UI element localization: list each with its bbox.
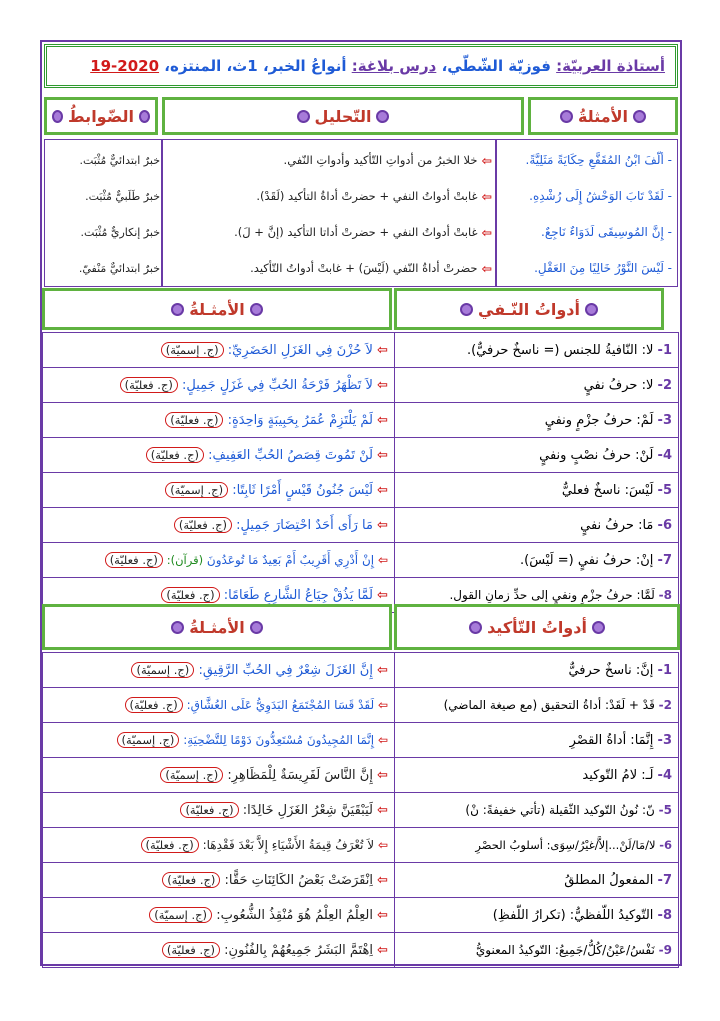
flower-icon bbox=[250, 303, 263, 316]
tool-cell: 3- إِنَّمَا: أداةُ القصْرِ bbox=[395, 723, 679, 758]
flower-icon bbox=[592, 621, 605, 634]
section3-header-tools: أدواتُ التّأكيد bbox=[394, 604, 680, 650]
example-cell: ⇦ لَنْ تَمُوتَ قِصَصُ الحُبِّ العَفِيفِ: (ج. فعليّة) bbox=[43, 438, 395, 473]
school: المنتزه، bbox=[164, 57, 222, 75]
example-cell: ⇦ لَقَدْ قَسَا المُجْتَمَعُ البَدَوِيُّ عَلَى العُشَّاقِ: (ج. فعليّة) bbox=[43, 688, 395, 723]
s1-example-1: - ألّفَ ابْنُ المُقَفَّعِ حِكَايَةً مَثَلِيَّةً. bbox=[525, 153, 672, 167]
section1-header-rules: الضّوابطُ bbox=[44, 97, 158, 135]
flower-icon bbox=[633, 110, 646, 123]
s1-rule-3: خبرٌ إنكاريٌّ مُثْبَت. bbox=[80, 225, 160, 239]
example-cell: ⇦ لَيْسَ جُنُونُ قَيْسٍ أَمْرًا ثَابِتًا: (ج. إسميّة) bbox=[43, 473, 395, 508]
flower-icon bbox=[297, 110, 310, 123]
lesson-title: أنواعُ الخبر، bbox=[262, 57, 347, 75]
table-row bbox=[43, 508, 679, 543]
table-row bbox=[43, 863, 679, 898]
tool-cell: 6- مَا: حرفُ نفيٍ bbox=[395, 508, 679, 543]
s1-example-2: - لَقَدْ تَابَ الوَحْشُ إِلَى رُشْدِهِ. bbox=[529, 189, 672, 203]
tool-cell: 7- المفعولُ المطلقُ bbox=[395, 863, 679, 898]
s1-example-4: - لَيْسَ النَّوْرُ خَالِيًا مِنَ العَقْلِ. bbox=[534, 261, 672, 275]
table-row bbox=[43, 758, 679, 793]
example-cell: ⇦ لاَ تُعْرَفُ قِيمَةُ الأَشْيَاءِ إِلاَّ بَعْدَ فَقْدِهَا: (ج. فعليّة) bbox=[43, 828, 395, 863]
table-row bbox=[43, 543, 679, 578]
flower-icon bbox=[250, 621, 263, 634]
lesson-label: درس بلاغة: bbox=[351, 57, 437, 75]
flower-icon bbox=[52, 110, 63, 123]
example-cell: ⇦ إِنَّ الغَزَلَ شِعْرٌ فِي الحُبِّ الرَّقِيقِ: (ج. إسميّة) bbox=[43, 653, 395, 688]
table-row bbox=[43, 933, 679, 968]
section1-header-analysis: التّحليل bbox=[162, 97, 524, 135]
table-row bbox=[43, 403, 679, 438]
table-row bbox=[43, 333, 679, 368]
teacher-name: فوزيّة الشّطّي، bbox=[441, 57, 551, 75]
tool-cell: 5- نّ: نُونُ التّوكيد الثّقيلة (تأتي خفيفةً: نْ) bbox=[395, 793, 679, 828]
section2-header-tools: أدواتُ النّـفي bbox=[394, 288, 664, 330]
example-cell: ⇦ لَيَبْقَيَنَّ شِعْرُ الغَزَلِ خَالِدًا: (ج. فعليّة) bbox=[43, 793, 395, 828]
table-row bbox=[43, 688, 679, 723]
example-cell: ⇦ لاَ تَظْهَرُ فَرْحَةُ الحُبِّ فِي غَزَلٍ جَمِيلٍ: (ج. فعليّة) bbox=[43, 368, 395, 403]
s1-analysis-1: ⇦ خلا الخبرُ من أدواتِ التّأكيد وأدواتِ النّفي. bbox=[283, 152, 492, 168]
table-row bbox=[43, 368, 679, 403]
tool-cell: 8- التّوكيدُ اللّفظيُّ: (تكرارُ اللّفظِ) bbox=[395, 898, 679, 933]
flower-icon bbox=[560, 110, 573, 123]
negation-table bbox=[42, 332, 679, 613]
table-row bbox=[43, 793, 679, 828]
example-cell: ⇦ اِنْقَرَضَتْ بَعْضُ الكَائِنَاتِ حَقًّا: (ج. فعليّة) bbox=[43, 863, 395, 898]
tool-cell: 5- لَيْسَ: ناسخٌ فعليٌّ bbox=[395, 473, 679, 508]
example-cell: ⇦ إِنْ أَدْرِي أَقَرِيبٌ أَمْ بَعِيدٌ مَا تُوعَدُونَ (قرآن): (ج. فعليّة) bbox=[43, 543, 395, 578]
flower-icon bbox=[171, 303, 184, 316]
s1-analysis-4: ⇦ حضرتْ أداةُ النّفي (لَيْسَ) + غابتْ أدواتُ التّأكيد. bbox=[250, 260, 492, 276]
grade: 1ث، bbox=[226, 57, 258, 75]
flower-icon bbox=[376, 110, 389, 123]
section1-header-examples: الأمثلةُ bbox=[528, 97, 678, 135]
s1-analysis-3: ⇦ غابتْ أدواتُ النفي + حضرتْ أداتا التأكيد (إنَّ + لَ). bbox=[234, 224, 492, 240]
tool-cell: 9- نَفْسُ/عَيْنُ/كُلُّ/جَمِيعُ: التّوكيدُ المعنويُّ bbox=[395, 933, 679, 968]
tool-cell: 1- لا: النّافيةُ للجنس (= ناسخٌ حرفيٌّ). bbox=[395, 333, 679, 368]
example-cell: ⇦ اِهْتَمَّ البَشَرُ جَمِيعُهُمْ بِالفُنُونِ: (ج. فعليّة) bbox=[43, 933, 395, 968]
flower-icon bbox=[585, 303, 598, 316]
example-cell: ⇦ العِلْمُ العِلْمُ هُوَ مُنْقِذُ الشُّعُوبِ: (ج. إسميّة) bbox=[43, 898, 395, 933]
example-cell: ⇦ لاَ حُزْنَ فِي الغَزَلِ الحَضَرِيِّ: (ج. إسميّة) bbox=[43, 333, 395, 368]
year: 19-2020 bbox=[90, 57, 160, 75]
section3-header-examples: الأمثـلةُ bbox=[42, 604, 392, 650]
tool-cell: 4- لَنْ: حرفُ نصْبٍ ونفيٍ bbox=[395, 438, 679, 473]
teacher-label: أستاذة العربيّة: bbox=[556, 57, 665, 75]
flower-icon bbox=[469, 621, 482, 634]
example-cell: ⇦ لَمَّا يَذُقْ جِيَاعُ الشَّارِعِ طَعَامًا: (ج. فعليّة) bbox=[43, 578, 395, 613]
tool-cell: 8- لَمَّا: حرفُ جزْمٍ ونفيٍ إلى حدِّ زمانِ القول. bbox=[395, 578, 679, 613]
flower-icon bbox=[171, 621, 184, 634]
tool-cell: 6- لا/مَا/لَنْ...إلاَّ/غيْرُ/سِوَى: أسلوبُ الحصْرِ bbox=[395, 828, 679, 863]
example-cell: ⇦ إِنَّ النَّاسَ لَفَرِيسَةٌ لِلْمَظَاهِرِ: (ج. إسميّة) bbox=[43, 758, 395, 793]
table-row bbox=[43, 473, 679, 508]
flower-icon bbox=[460, 303, 473, 316]
s1-rule-2: خبرٌ طَلَبيٌّ مُثْبَت. bbox=[85, 189, 160, 203]
s1-analysis-2: ⇦ غابتْ أدواتُ النفي + حضرتْ أداةُ التأكيد (لَقَدْ). bbox=[256, 188, 492, 204]
s1-rule-4: خبرٌ ابتدائيٌّ مَنْفيّ. bbox=[78, 261, 160, 275]
example-cell: ⇦ لَمْ يَلْتَزِمْ عُمَرُ بِحَبِيبَةٍ وَاحِدَةٍ: (ج. فعليّة) bbox=[43, 403, 395, 438]
example-cell: ⇦ إِنَّمَا المُجِيدُونَ مُسْتَعِدُّونَ دَوْمًا لِلتَّضْحِيَةِ: (ج. إسميّة) bbox=[43, 723, 395, 758]
table-row bbox=[43, 828, 679, 863]
tool-cell: 2- لا: حرفُ نفيٍ bbox=[395, 368, 679, 403]
emphasis-table bbox=[42, 652, 679, 968]
table-row bbox=[43, 653, 679, 688]
s1-rule-1: خبرٌ ابتدائيٌّ مُثْبَت. bbox=[79, 153, 160, 167]
table-row bbox=[43, 438, 679, 473]
table-row bbox=[43, 723, 679, 758]
tool-cell: 1- إنَّ: ناسخٌ حرفيٌّ bbox=[395, 653, 679, 688]
section2-header-examples: الأمثـلةُ bbox=[42, 288, 392, 330]
tool-cell: 4- لَـ: لامُ التّوكيد bbox=[395, 758, 679, 793]
flower-icon bbox=[139, 110, 150, 123]
page-header bbox=[44, 44, 678, 88]
tool-cell: 7- إنْ: حرفُ نفيٍ (= لَيْسَ). bbox=[395, 543, 679, 578]
example-cell: ⇦ مَا رَأَى أَحَدٌ احْتِضَارَ جَمِيلٍ: (ج. فعليّة) bbox=[43, 508, 395, 543]
s1-example-3: - إِنَّ المُوسِيقَى لَدَوَاءٌ نَاجِعٌ. bbox=[541, 225, 672, 239]
tool-cell: 2- قَدْ + لَقَدْ: أداةُ التحقيق (مع صيغة الماضي) bbox=[395, 688, 679, 723]
table-row bbox=[43, 898, 679, 933]
tool-cell: 3- لَمْ: حرفُ جزْمٍ ونفيٍ bbox=[395, 403, 679, 438]
